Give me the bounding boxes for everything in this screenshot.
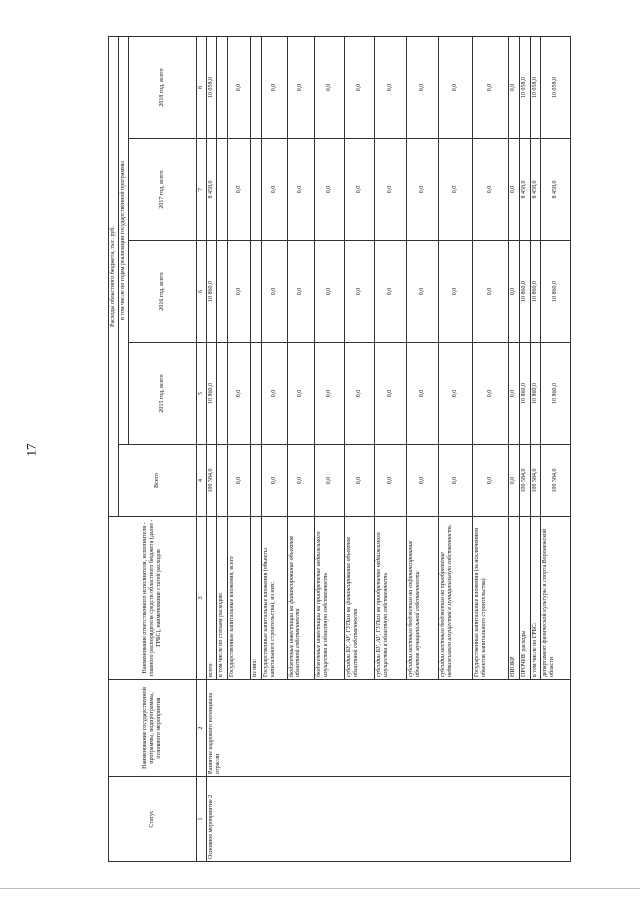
value-2016: 10 860,0: [530, 241, 541, 343]
col-number: 3: [197, 517, 207, 680]
value-2018: 0,0: [439, 36, 473, 138]
value-2018: [217, 36, 228, 138]
value-2015: [217, 343, 228, 445]
header-program-name: Наименование государственной программы, подпрограммы, основного мероприятия: [109, 680, 197, 777]
value-2016: 10 860,0: [206, 241, 217, 343]
value-2015: 0,0: [509, 343, 520, 445]
value-2017: 0,0: [227, 139, 250, 241]
row-label: субсидии БУ, АУ, ГУПам на финансирование объектов областной собственности: [345, 517, 375, 680]
value-2015: 0,0: [287, 343, 315, 445]
value-2015: 0,0: [261, 343, 287, 445]
row-label: НИОКР: [509, 517, 520, 680]
row-label: субсидии БУ, АУ, ГУПам на приобретение недвижимого имущества в областную собственность: [375, 517, 407, 680]
value-2015: 0,0: [439, 343, 473, 445]
col-number: 8: [197, 36, 207, 138]
value-2016: 0,0: [439, 241, 473, 343]
row-label: субсидии местным бюджетам на софинансирование объектов муниципальной собственности: [407, 517, 439, 680]
value-2018: [251, 36, 262, 138]
value-2018: 0,0: [227, 36, 250, 138]
col-number: 6: [197, 241, 207, 343]
page-number: 17: [23, 443, 39, 457]
value-total: 0,0: [407, 445, 439, 517]
value-total: 100 584,0: [519, 445, 530, 517]
value-2016: 0,0: [345, 241, 375, 343]
budget-table: [108, 36, 571, 862]
header-budget-group: Расходы областного бюджета, тыс. руб.: [109, 36, 119, 516]
value-2017: 0,0: [345, 139, 375, 241]
column-number-row: [197, 36, 207, 861]
row-label: всего: [206, 517, 217, 680]
value-2017: 8 458,0: [541, 139, 571, 241]
value-2017: 0,0: [407, 139, 439, 241]
header-2017: 2017 год, всего: [129, 139, 197, 241]
value-2015: [251, 343, 262, 445]
header-2018: 2018 год, всего: [129, 36, 197, 138]
value-2018: 0,0: [473, 36, 509, 138]
value-2016: 0,0: [375, 241, 407, 343]
value-total: 100 584,0: [206, 445, 217, 517]
value-total: 0,0: [261, 445, 287, 517]
value-2018: 10 058,0: [206, 36, 217, 138]
row-label: бюджетные инвестиции на приобретение недвижимого имущества в областную собственность: [315, 517, 345, 680]
value-total: 0,0: [473, 445, 509, 517]
value-2015: 0,0: [345, 343, 375, 445]
value-2017: 0,0: [509, 139, 520, 241]
value-2017: 8 458,0: [206, 139, 217, 241]
value-2017: 0,0: [261, 139, 287, 241]
row-label: субсидии местным бюджетам на приобретение недвижимого имущества в муниципальную собственность: [439, 517, 473, 680]
row-label: департамент физической культуры и спорта Воронежской области: [541, 517, 571, 680]
value-2018: 0,0: [407, 36, 439, 138]
main-status: Основное мероприятие 2: [206, 777, 570, 862]
value-total: 100 584,0: [530, 445, 541, 517]
row-label: бюджетные инвестиции на финансирование объектов областной собственности: [287, 517, 315, 680]
value-total: [217, 445, 228, 517]
value-total: 0,0: [439, 445, 473, 517]
value-2015: 10 860,0: [206, 343, 217, 445]
col-number: 4: [197, 445, 207, 517]
row-label: Государственные капитальные вложения (за исключением объектов капитального строительства): [473, 517, 509, 680]
row-label: ПРОЧИЕ расходы: [519, 517, 530, 680]
page-bottom-rule: [0, 888, 640, 889]
value-total: 0,0: [227, 445, 250, 517]
header-2016: 2016 год, всего: [129, 241, 197, 343]
value-2016: 0,0: [473, 241, 509, 343]
value-2016: 0,0: [407, 241, 439, 343]
value-2017: 8 458,0: [530, 139, 541, 241]
value-2016: [251, 241, 262, 343]
table-row: [206, 36, 217, 861]
row-label: из них:: [251, 517, 262, 680]
value-2016: 10 860,0: [519, 241, 530, 343]
value-total: [251, 445, 262, 517]
value-2017: 8 458,0: [519, 139, 530, 241]
value-2015: 10 860,0: [530, 343, 541, 445]
value-total: 0,0: [315, 445, 345, 517]
value-2016: [217, 241, 228, 343]
value-2017: 0,0: [473, 139, 509, 241]
value-2016: 0,0: [227, 241, 250, 343]
header-executor: Наименование ответственного исполнителя, исполнителя - главного распорядителя средств областного бюджета (далее - ГРБС), наименование статей расходов: [109, 517, 197, 680]
value-total: 0,0: [375, 445, 407, 517]
value-total: 100 584,0: [541, 445, 571, 517]
header-years-group: в том числе по годам реализации государственной программы: [119, 36, 129, 444]
row-label: Государственные капитальные вложения, всего: [227, 517, 250, 680]
value-2018: 10 058,0: [541, 36, 571, 138]
main-name: Развитие кадрового потенциала отрасли: [206, 680, 570, 777]
value-2015: 0,0: [473, 343, 509, 445]
value-2017: 0,0: [375, 139, 407, 241]
value-total: 0,0: [287, 445, 315, 517]
value-2018: 0,0: [375, 36, 407, 138]
col-number: 7: [197, 139, 207, 241]
value-2018: 10 058,0: [519, 36, 530, 138]
value-2017: [251, 139, 262, 241]
value-2017: 0,0: [287, 139, 315, 241]
value-2018: 0,0: [287, 36, 315, 138]
value-2015: 0,0: [407, 343, 439, 445]
value-2016: 10 860,0: [541, 241, 571, 343]
value-2015: 0,0: [315, 343, 345, 445]
value-2015: 0,0: [375, 343, 407, 445]
col-number: 2: [197, 680, 207, 777]
value-2016: 0,0: [315, 241, 345, 343]
value-2017: 0,0: [439, 139, 473, 241]
header-2015: 2015 год, всего: [129, 343, 197, 445]
value-2016: 0,0: [287, 241, 315, 343]
row-label: в том числе по статьям расходов:: [217, 517, 228, 680]
value-2018: 0,0: [509, 36, 520, 138]
value-2018: 0,0: [261, 36, 287, 138]
value-2016: 0,0: [509, 241, 520, 343]
value-2018: 0,0: [315, 36, 345, 138]
row-label: в том числе по ГРБС:: [530, 517, 541, 680]
value-2015: 0,0: [227, 343, 250, 445]
budget-table-container: [108, 37, 571, 862]
value-2017: 0,0: [315, 139, 345, 241]
value-2018: 10 058,0: [530, 36, 541, 138]
value-total: 0,0: [509, 445, 520, 517]
row-label: Государственные капитальные вложения (объекты капитального строительства), из них:: [261, 517, 287, 680]
value-2018: 0,0: [345, 36, 375, 138]
value-2016: 0,0: [261, 241, 287, 343]
value-2017: [217, 139, 228, 241]
value-total: 0,0: [345, 445, 375, 517]
col-number: 5: [197, 343, 207, 445]
header-status: Статус: [109, 777, 197, 862]
col-number: 1: [197, 777, 207, 862]
value-2015: 10 860,0: [519, 343, 530, 445]
header-total: Всего: [119, 445, 197, 517]
value-2015: 10 860,0: [541, 343, 571, 445]
